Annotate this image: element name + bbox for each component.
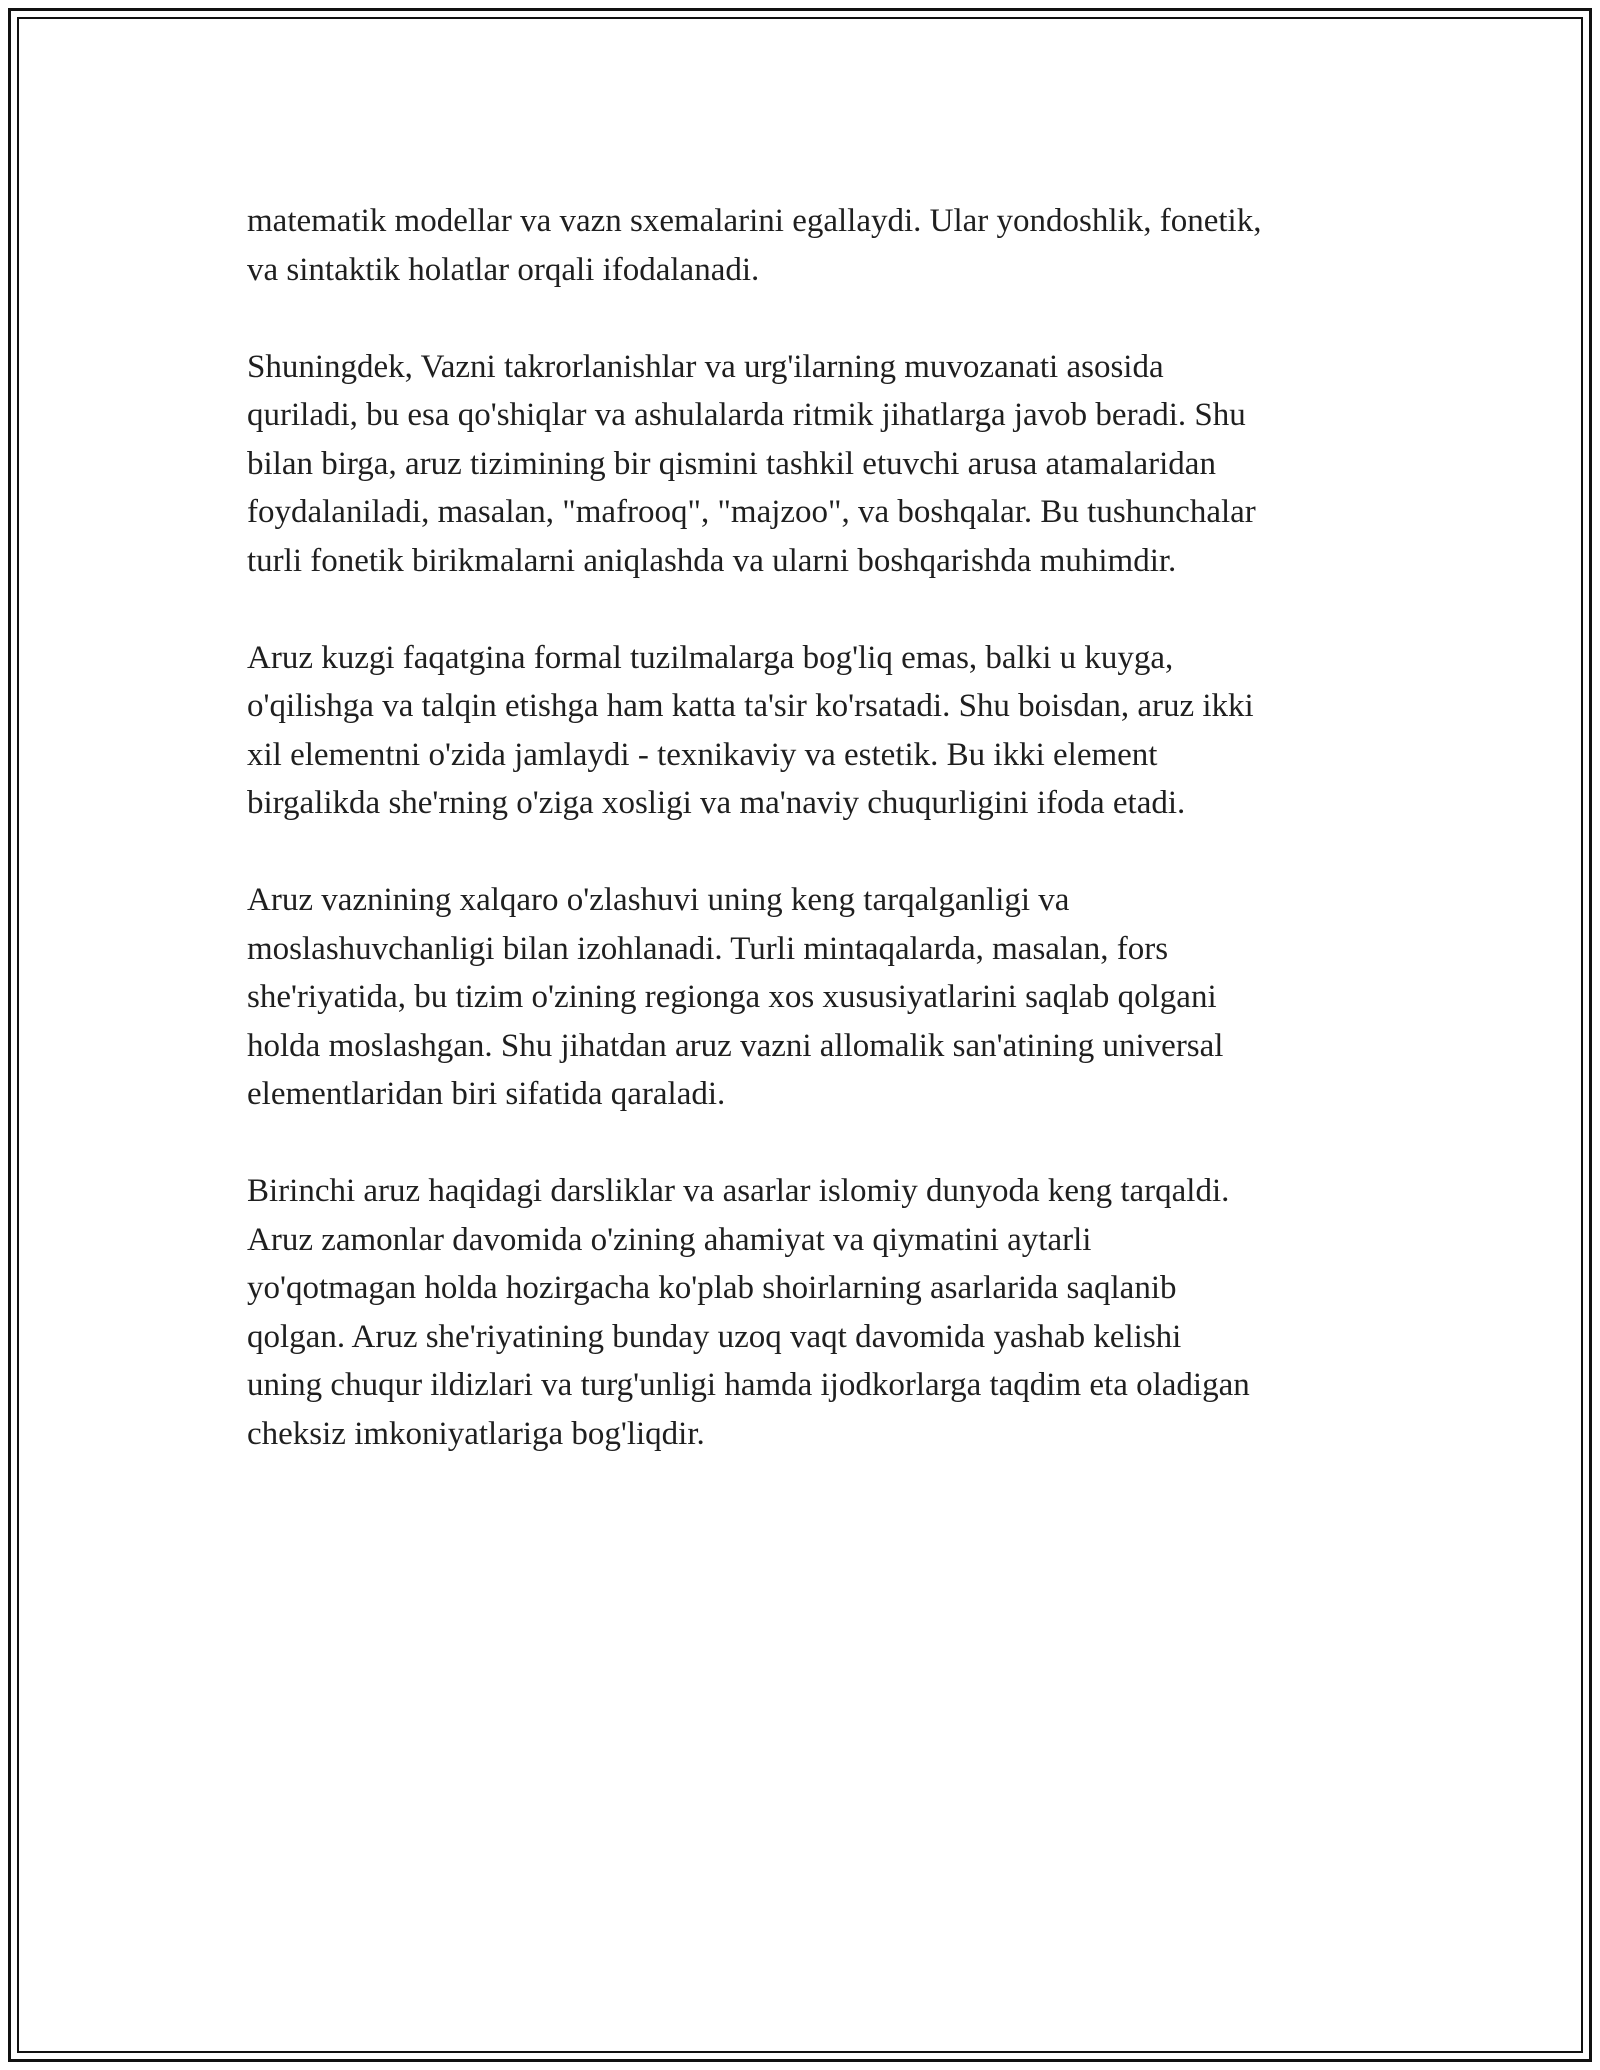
document-body (247, 197, 1377, 1507)
page-border (8, 8, 1592, 2062)
paragraph: Aruz kuzgi faqatgina formal tuzilmalarga bog'liq emas, balki u kuyga, o'qilishga va talqin etishga ham katta ta'sir ko'rsatadi. Shu boisdan, aruz ikki xil elementni o'zida jamlaydi - texnikaviy va estetik. Bu ikki element birgalikda she'rning o'ziga xosligi va ma'naviy chuqurligini ifoda etadi. (247, 639, 1254, 821)
paragraph: matematik modellar va vazn sxemalarini egallaydi. Ular yondoshlik, fonetik, va sintaktik holatlar orqali ifodalanadi. (247, 203, 1262, 288)
paragraph: Shuningdek, Vazni takrorlanishlar va urg'ilarning muvozanati asosida quriladi, bu esa qo'shiqlar va ashulalarda ritmik jihatlarga javob beradi. Shu bilan birga, aruz tizimining bir qismini tashkil etuvchi arusa atamalaridan foydalaniladi, masalan, "mafrooq", "majzoo", va boshqalar. Bu tushunchalar turli fonetik birikmalarni aniqlashda va ularni boshqarishda muhimdir. (247, 348, 1256, 579)
paragraph: Aruz vaznining xalqaro o'zlashuvi uning keng tarqalganligi va moslashuvchanligi bilan izohlanadi. Turli mintaqalarda, masalan, fors she'riyatida, bu tizim o'zining regionga xos xususiyatlarini saqlab qolgani holda moslashgan. Shu jihatdan aruz vazni allomalik san'atining universal elementlaridan biri sifatida qaraladi. (247, 882, 1224, 1112)
paragraph: Birinchi aruz haqidagi darsliklar va asarlar islomiy dunyoda keng tarqaldi. Aruz zamonlar davomida o'zining ahamiyat va qiymatini aytarli yo'qotmagan holda hozirgacha ko'plab shoirlarning asarlarida saqlanib qolgan. Aruz she'riyatining bunday uzoq vaqt davomida yashab kelishi uning chuqur ildizlari va turg'unligi hamda ijodkorlarga taqdim eta oladigan cheksiz imkoniyatlariga bog'liqdir. (247, 1173, 1250, 1452)
